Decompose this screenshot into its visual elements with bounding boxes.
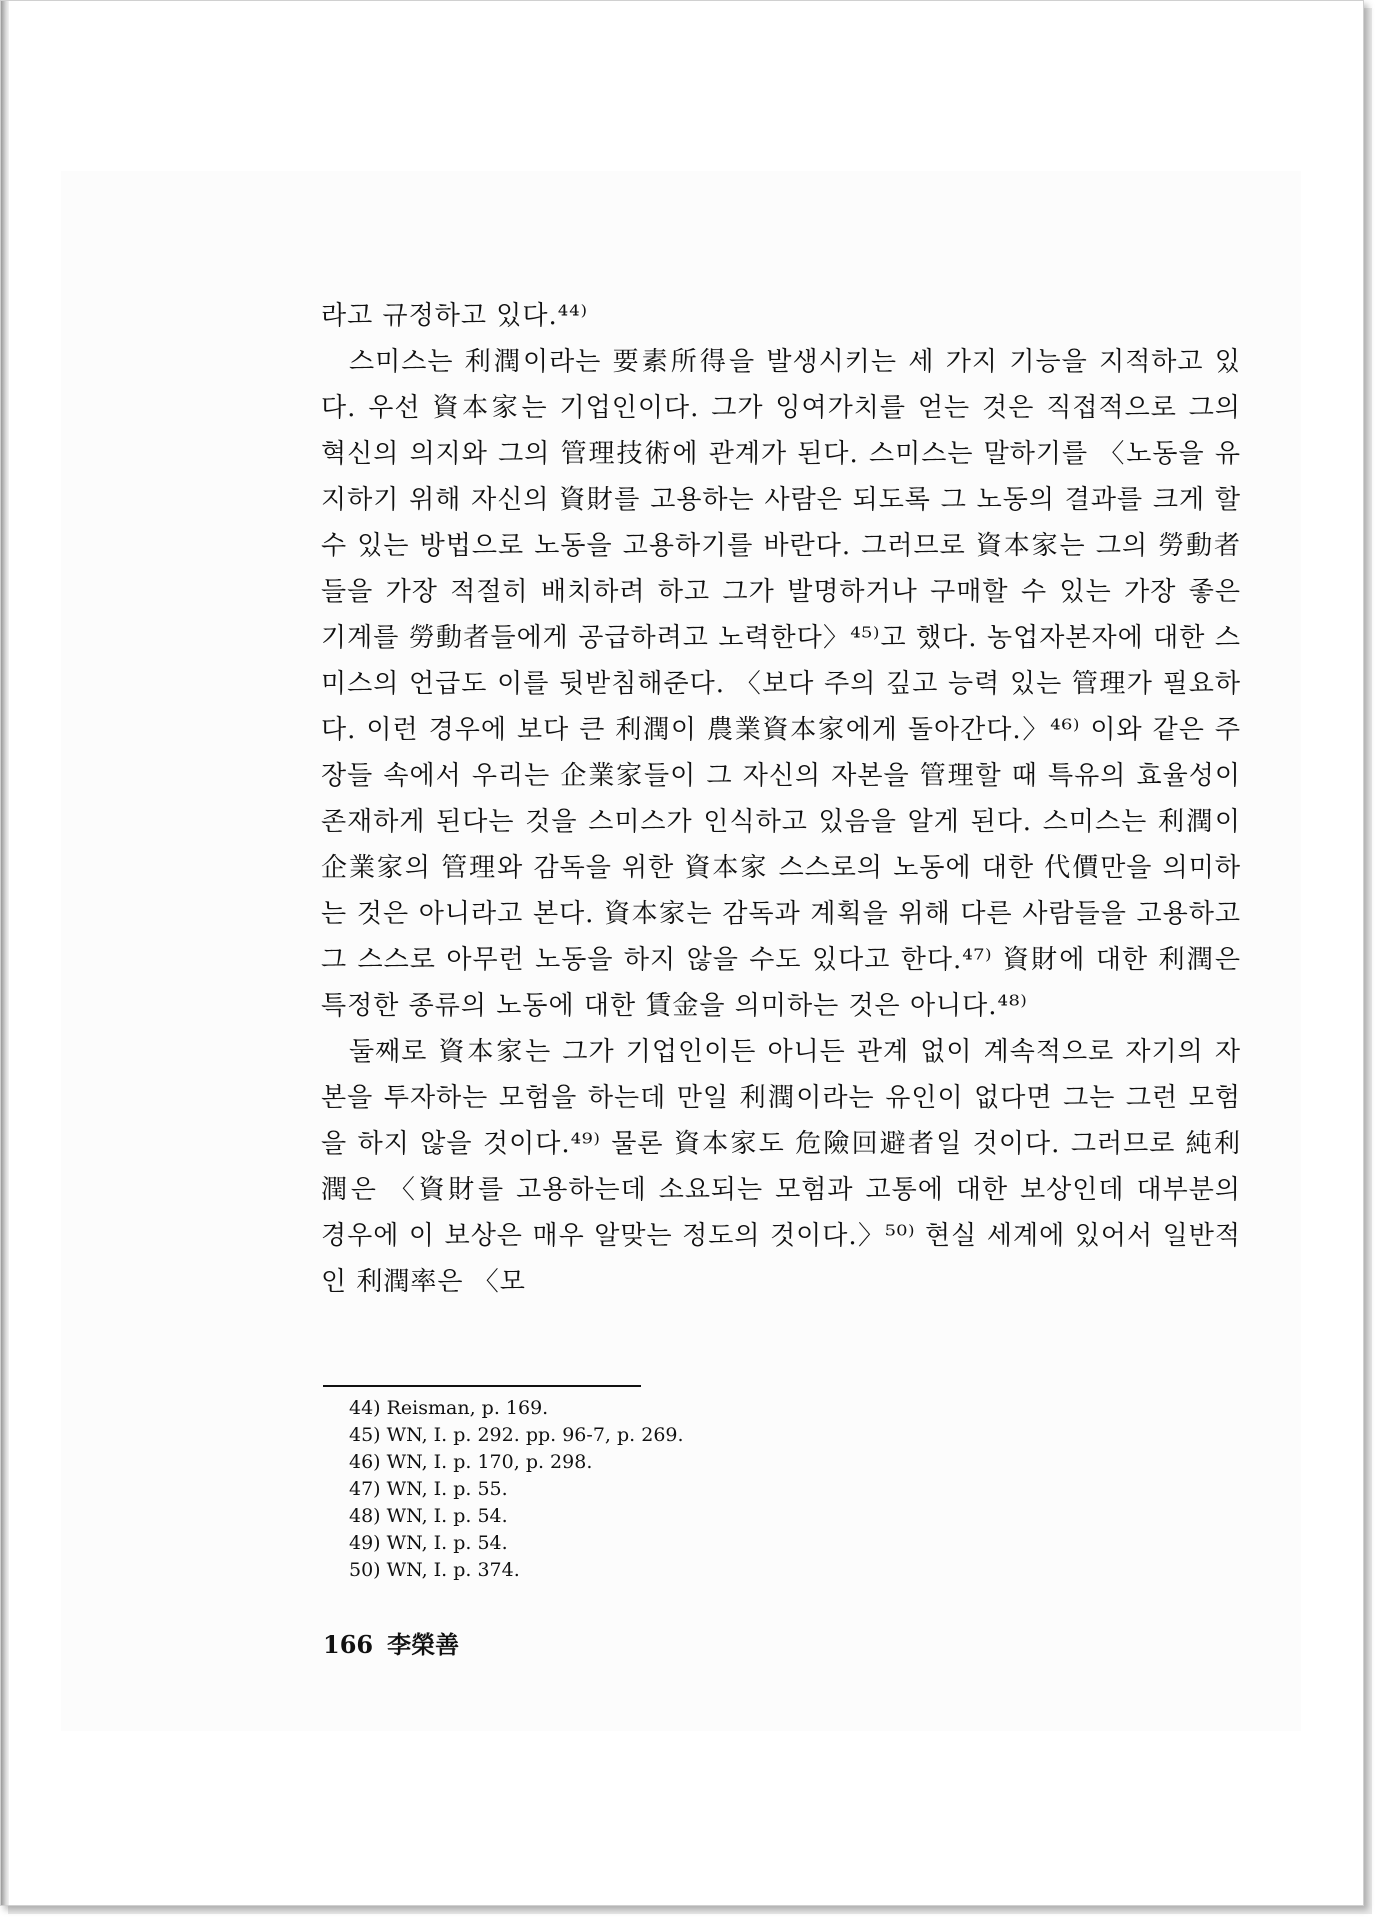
author-name: 李榮善 (387, 1630, 460, 1659)
footnotes (349, 1395, 949, 1584)
paragraph-smith-profit-functions: 스미스는 利潤이라는 要素所得을 발생시키는 세 가지 기능을 지적하고 있다. 우선 資本家는 기업인이다. 그가 잉여가치를 얻는 것은 직접적으로 그의 혁신의 의지와 그의 管理技術에 관계가 된다. 스미스는 말하기를 〈노동을 유지하기 위해 자신의 資財를 고용하는 사람은 되도록 그 노동의 결과를 크게 할 수 있는 방법으로 노동을 고용하기를 바란다. 그러므로 資本家는 그의 勞動者들을 가장 적절히 배치하려 하고 그가 발명하거나 구매할 수 있는 가장 좋은 기계를 勞動者들에게 공급하려고 노력한다〉⁴⁵⁾고 했다. 농업자본자에 대한 스미스의 언급도 이를 뒷받침해준다. 〈보다 주의 깊고 능력 있는 管理가 필요하다. 이런 경우에 보다 큰 利潤이 農業資本家에게 돌아간다.〉⁴⁶⁾ 이와 같은 주장들 속에서 우리는 企業家들이 그 자신의 자본을 管理할 때 특유의 효율성이 존재하게 된다는 것을 스미스가 인식하고 있음을 알게 된다. 스미스는 利潤이 企業家의 管理와 감독을 위한 資本家 스스로의 노동에 대한 代價만을 의미하는 것은 아니라고 본다. 資本家는 감독과 계획을 위해 다른 사람들을 고용하고 그 스스로 아무런 노동을 하지 않을 수도 있다고 한다.⁴⁷⁾ 資財에 대한 利潤은 특정한 종류의 노동에 대한 賃金을 의미하는 것은 아니다.⁴⁸⁾ (321, 347, 1241, 1021)
footnote-45: 45) WN, I. p. 292. pp. 96-7, p. 269. (349, 1424, 684, 1446)
page-edge (1, 1, 9, 1905)
paragraph-continuation: 라고 규정하고 있다.⁴⁴⁾ (321, 301, 588, 331)
footnote-49: 49) WN, I. p. 54. (349, 1532, 508, 1554)
footnote-44: 44) Reisman, p. 169. (349, 1397, 549, 1419)
footnote-47: 47) WN, I. p. 55. (349, 1478, 508, 1500)
footnote-48: 48) WN, I. p. 54. (349, 1505, 508, 1527)
footnote-divider (323, 1385, 641, 1387)
paragraph-second-function: 둘째로 資本家는 그가 기업인이든 아니든 관계 없이 계속적으로 자기의 자본을 투자하는 모험을 하는데 만일 利潤이라는 유인이 없다면 그는 그런 모험을 하지 않을 것이다.⁴⁹⁾ 물론 資本家도 危險回避者일 것이다. 그러므로 純利潤은 〈資財를 고용하는데 소요되는 모험과 고통에 대한 보상인데 대부분의 경우에 이 보상은 매우 알맞는 정도의 것이다.〉⁵⁰⁾ 현실 세계에 있어서 일반적인 利潤率은 〈모 (321, 1037, 1241, 1297)
body-text (321, 293, 1241, 1305)
page-number: 166 (323, 1630, 374, 1659)
page-footer (323, 1625, 473, 1660)
footnote-50: 50) WN, I. p. 374. (349, 1559, 520, 1581)
footnote-46: 46) WN, I. p. 170, p. 298. (349, 1451, 593, 1473)
